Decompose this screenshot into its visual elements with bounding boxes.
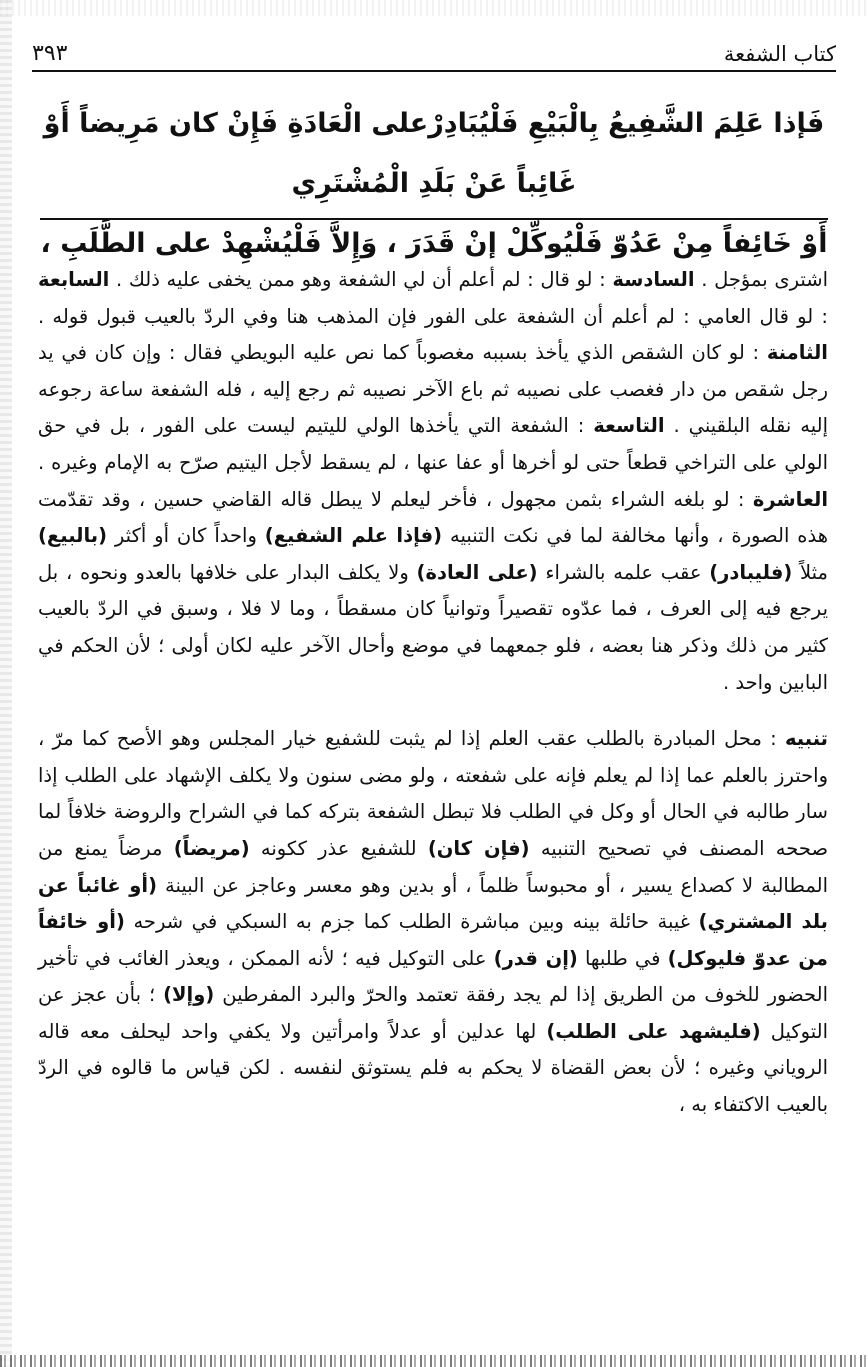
matn-separator [40,218,828,220]
bold-term: تنبيه [784,727,828,751]
text-run: مرضاً يمنع من المطالبة لا كصداع يسير ، أو محبوساً ظلماً ، أو بدين وهو معسر وعاجز عن البينة [38,836,828,897]
text-run: اشترى بمؤجل . [694,268,828,291]
scan-top-edge [0,0,868,16]
text-run: : لو قال : لم أعلم أن لي الشفعة وهو ممن يخفى عليه ذلك . [109,268,613,291]
bold-term: التاسعة [593,414,665,438]
text-run: ؛ بأن عجز عن التوكيل [38,983,828,1043]
text-run: على التوكيل فيه ؛ لأنه الممكن ، ويعذر الغائب في تأخير الحضور للخوف من الطريق إذا لم يجد رفقة تعتمد والحرّ والبرد المفرطين [38,946,828,1007]
text-run: عقب علمه بالشراء [537,560,710,584]
matn-text [40,94,828,274]
text-run: غيبة حائلة بينه وبين مباشرة الطلب كما جزم به السبكي في شرحه [124,910,699,934]
bold-term: (وإلا) [163,983,215,1007]
text-run: : الشفعة التي يأخذها الولي لليتيم ليست على الفور ، بل في حق الولي على التراخي قطعاً حتى لو أخرها أو عفا عنها ، لم يسقط لأجل اليتيم صرّح به الإمام وغيره . [38,414,828,474]
text-run: واحداً كان أو أكثر [107,524,265,548]
matn-line: أَوْ خَائِفاً مِنْ عَدُوّ فَلْيُوكِّلْ إنْ قَدَرَ ، وَإِلاَّ فَلْيُشْهِدْ على الطَّلَبِ ، [40,228,828,259]
bold-term: العاشرة [752,487,828,511]
commentary-paragraph [38,721,828,1124]
matn-line: فَإذا عَلِمَ الشَّفِيعُ بِالْبَيْعِ فَلْيُبَادِرْعلى الْعَادَةِ فَإِنْ كان مَرِيضاً أَوْ غَائِباً عَنْ بَلَدِ الْمُشْتَرِي [43,108,825,199]
text-run: ولا يكلف البدار على خلافها بالعدو ونحوه ، بل يرجع فيه إلى العرف ، فما عدّوه تقصيراً وتوانياً كان مسقطاً ، وما لا فلا ، وسبق في الردّ بالعيب كثير من ذلك وذكر هنا بعضه ، فلو جمعهما في موضع وأحال الآخر عليه لكان أولى ؛ لأن الحكم في البابين واحد . [38,560,828,694]
text-run: : لو بلغه الشراء بثمن مجهول ، فأخر ليعلم لا يبطل قاله القاضي حسين ، وقد تقدّمت هذه الصورة ، وأنها مخالفة لما في نكت التنبيه [38,487,828,548]
decorative-border [0,1355,868,1367]
header-rule [32,70,836,72]
text-run: : محل المبادرة بالطلب عقب العلم إذا لم يثبت للشفيع خيار المجلس وهو الأصح كما مرّ ، واحترز بالعلم عما إذا لم يعلم فإنه على شفعته ، ولو مضى سنون ولا يكلف الإشهاد على الطلب إذا سار طالبه في الحال أو وكل في الطلب فلا تبطل الشفعة بتركه كما في الشراح والروضة خلافاً لما صححه المصنف في تصحيح التنبيه [38,727,828,860]
text-run: : لو كان الشقص الذي يأخذ بسببه مغصوباً كما نص عليه البويطي فقال : وإن كان في يد رجل شقص من دار فغصب على نصيبه ثم باع الآخر نصيبه ثم رجع إليه ، فله الشفعة ساعة رجوعه إليه نقله البلقيني . [38,341,828,438]
bold-term: (فإذا علم الشفيع) [264,524,443,548]
bold-term: (بالبيع) [38,524,108,548]
bold-term: (فإن كان) [427,836,530,860]
bold-term: السادسة [612,268,695,291]
bold-term: (أو خائفاً من عدوّ فليوكل) [38,910,828,970]
commentary [38,262,828,1124]
bold-term: (إن قدر) [493,946,578,970]
text-run: في طلبها [577,946,668,970]
text-run: للشفيع عذر ككونه [249,836,428,860]
bold-term: الثامنة [766,341,828,365]
scan-left-edge [0,0,12,1367]
text-run: مثلاً [792,560,829,584]
commentary-paragraph [38,262,828,701]
page-number: ٣٩٣ [32,41,68,66]
bold-term: (مريضاً) [173,836,250,860]
text-run: : لو قال العامي : لم أعلم أن الشفعة على الفور فإن المذهب هنا وفي الردّ بالعيب قبول قوله . [38,304,828,328]
page-header [32,26,836,66]
bold-term: (فليشهد على الطلب) [546,1019,761,1043]
text-run: لها عدلين أو عدلاً وامرأتين ولا يكفي واحد ليحلف معه قاله الروياني وغيره ؛ لأن بعض القضاة لا يحكم به فلم يستوثق لنفسه . لكن قياس ما قالوه في الردّ بالعيب الاكتفاء به ، [38,1019,828,1117]
bold-term: (على العادة) [416,560,538,584]
bold-term: (فليبادر) [709,560,793,584]
running-title: كتاب الشفعة [723,42,836,66]
bold-term: السابعة [38,268,110,291]
bold-term: (أو غائباً عن بلد المشتري) [38,873,829,934]
